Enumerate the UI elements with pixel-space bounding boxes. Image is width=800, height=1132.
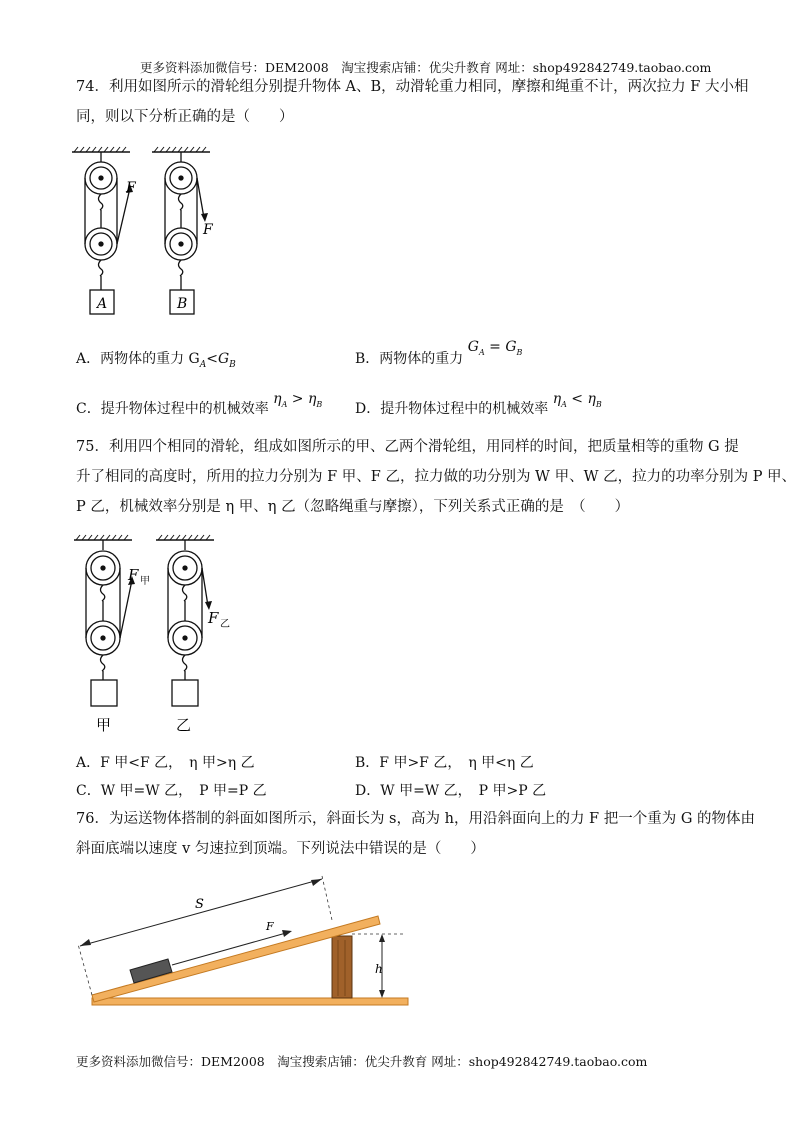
q76-incline-figure	[70, 868, 420, 1016]
q76-height-label: h	[375, 962, 383, 976]
q74-force-label-1: F	[126, 180, 136, 196]
q74-object-b-label: B	[177, 296, 188, 312]
q75-caption-jia: 甲	[96, 716, 112, 734]
q75-caption-yi: 乙	[176, 716, 192, 734]
page-footer: 更多资料添加微信号：DEM2008 淘宝搜索店铺：优尖升教育 网址：shop492842749.taobao.com	[76, 1054, 648, 1069]
q75-line3: P 乙，机械效率分别是 η 甲、η 乙（忽略绳重与摩擦），下列关系式正确的是 （ ）	[76, 499, 630, 515]
q75-option-d: D．W 甲=W 乙， P 甲>P 乙	[355, 783, 547, 799]
q75-line1: 75．利用四个相同的滑轮，组成如图所示的甲、乙两个滑轮组，用同样的时间，把质量相等的重物 G 提	[76, 439, 739, 455]
q76-line2: 斜面底端以速度 v 匀速拉到顶端。下列说法中错误的是（ ）	[76, 841, 485, 857]
q75-line2: 升了相同的高度时，所用的拉力分别为 F 甲、F 乙，拉力做的功分别为 W 甲、W 乙，拉力的功率分别为 P 甲、	[76, 469, 797, 485]
q74-option-b: B．两物体的重力 $G_A = G_B$	[355, 339, 523, 367]
q75-force-label-1: F	[128, 566, 139, 584]
q75-option-c: C．W 甲=W 乙， P 甲=P 乙	[76, 783, 267, 799]
page-header: 更多资料添加微信号：DEM2008 淘宝搜索店铺：优尖升教育 网址：shop492842749.taobao.com	[140, 60, 712, 75]
q74-pulley-figure	[60, 140, 240, 320]
q74-option-c: C．提升物体过程中的机械效率 $\eta_A > \eta_B$	[76, 391, 323, 417]
q75-force-label-2: F	[208, 609, 219, 627]
q75-option-a: A．F 甲<F 乙， η 甲>η 乙	[76, 755, 255, 771]
q76-line1: 76．为运送物体搭制的斜面如图所示，斜面长为 s，高为 h，用沿斜面向上的力 F 把一个重为 G 的物体由	[76, 811, 756, 827]
q75-force-label-1-sub: 甲	[140, 576, 150, 587]
q74-force-label-2: F	[203, 222, 213, 238]
q74-option-d: D．提升物体过程中的机械效率 $\eta_A < \eta_B$	[355, 391, 602, 417]
q75-option-b: B．F 甲>F 乙， η 甲<η 乙	[355, 755, 534, 771]
q74-option-a: A．两物体的重力 $G_A<G_B$	[76, 351, 236, 370]
q75-pulley-figure	[60, 528, 250, 738]
q75-force-label-2-sub: 乙	[220, 619, 230, 630]
q74-line2: 同，则以下分析正确的是（ ）	[76, 109, 294, 125]
q74-line1: 74．利用如图所示的滑轮组分别提升物体 A、B，动滑轮重力相同，摩擦和绳重不计，两次拉力 F 大小相	[76, 79, 749, 95]
q76-length-label: S	[195, 897, 204, 912]
q74-object-a-label: A	[97, 296, 108, 312]
q76-force-label: F	[266, 920, 274, 933]
